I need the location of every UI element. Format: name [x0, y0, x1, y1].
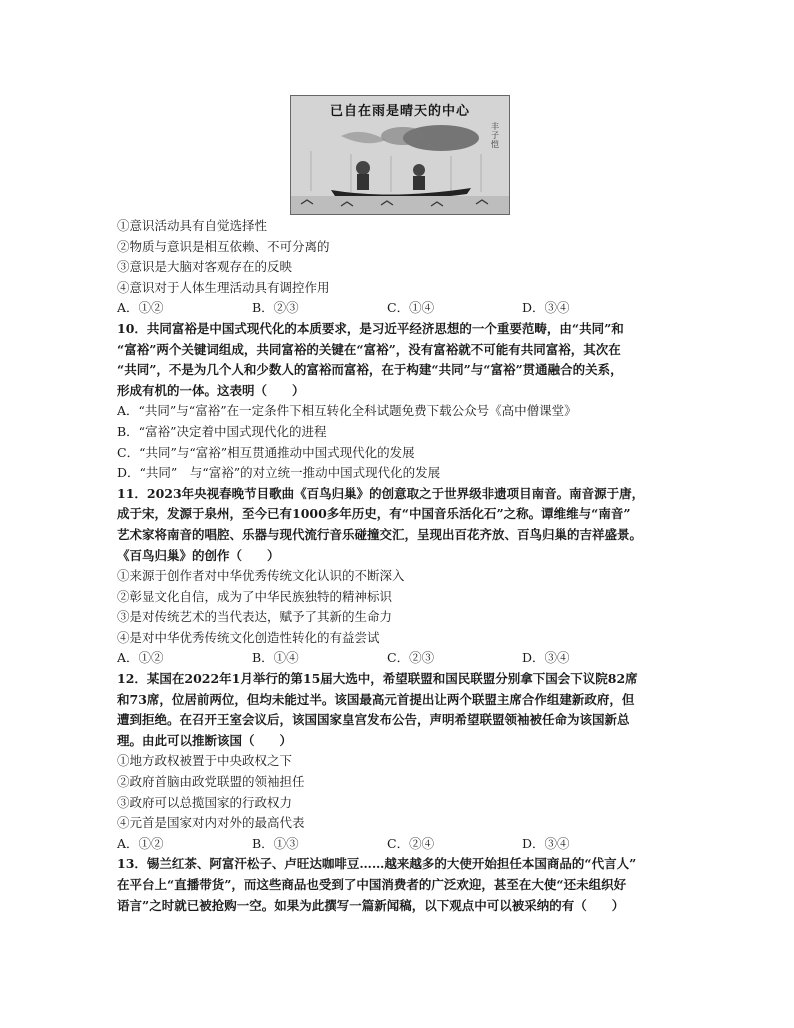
q9-option-c[interactable]: C．①④ — [387, 300, 435, 316]
q11-option-b[interactable]: B．①④ — [252, 650, 299, 666]
q10-choice-c[interactable]: C．“共同”与“富裕”相互贯通推动中国式现代化的发展 — [117, 444, 415, 460]
q10-stem: 形成有机的一体。这表明（ ） — [117, 382, 305, 398]
q12-statement: ④元首是国家对内对外的最高代表 — [117, 815, 305, 831]
q9-statement: ②物质与意识是相互依赖、不可分离的 — [117, 238, 330, 254]
q9-option-b[interactable]: B．②③ — [252, 300, 299, 316]
q11-statement: ②彰显文化自信，成为了中华民族独特的精神标识 — [117, 588, 393, 604]
q11-option-c[interactable]: C．②③ — [387, 650, 435, 666]
painting-inscription: 已自在雨是晴天的中心 — [329, 104, 470, 119]
q12-statement: ②政府首脑由政党联盟的领袖担任 — [117, 774, 305, 790]
q10-choice-b[interactable]: B．“富裕”决定着中国式现代化的进程 — [117, 423, 327, 439]
q10-stem: “共同”，不是为几个人和少数人的富裕而富裕，在于构建“共同”与“富裕”贯通融合的关系， — [117, 362, 623, 378]
q11-stem: 11．2023年央视春晚节目歌曲《百鸟归巢》的创意取之于世界级非遗项目南音。南音源于唐， — [117, 485, 645, 501]
q12-stem: 遭到拒绝。在召开王室会议后，该国国家皇宫发布公告，声明希望联盟领袖被任命为该国新总 — [117, 712, 630, 728]
q13-stem: 在平台上“直播带货”，而这些商品也受到了中国消费者的广泛欢迎，甚至在大使“还未组织好 — [117, 877, 627, 892]
q13-stem: 13．锡兰红茶、阿富汗松子、卢旺达咖啡豆……越来越多的大使开始担任本国商品的“代言人” — [117, 856, 637, 872]
q9-statement: ④意识对于人体生理活动具有调控作用 — [117, 279, 330, 295]
q12-stem: 理。由此可以推断该国（ ） — [117, 732, 293, 748]
q10-stem: 10．共同富裕是中国式现代化的本质要求，是习近平经济思想的一个重要范畴，由“共同”和 — [117, 320, 624, 336]
q12-option-c[interactable]: C．②④ — [387, 835, 435, 851]
q12-option-d[interactable]: D．③④ — [522, 835, 570, 851]
q11-option-d[interactable]: D．③④ — [522, 650, 570, 666]
q9-option-d[interactable]: D．③④ — [522, 300, 570, 316]
q10-choice-a[interactable]: A．“共同”与“富裕”在一定条件下相互转化全科试题免费下载公众号《高中僧课堂》 — [117, 403, 577, 419]
q12-stem: 12．某国在2022年1月举行的第15届大选中，希望联盟和国民联盟分别拿下国会下议院82席 — [117, 671, 638, 687]
painting-signature: 丰子恺 — [491, 122, 499, 149]
q11-statement: ③是对传统艺术的当代表达，赋予了其新的生命力 — [117, 609, 393, 625]
q10-stem: “富裕”两个关键词组成，共同富裕的关键在“富裕”，没有富裕就不可能有共同富裕，其次在 — [117, 341, 621, 357]
ink-painting-image — [290, 95, 510, 215]
q11-stem: 成于宋，发源于泉州，至今已有1000多年历史，有“中国音乐活化石”之称。谭维维与“南音” — [117, 506, 631, 522]
exam-content — [117, 216, 697, 916]
q12-options — [117, 834, 697, 855]
q9-option-a[interactable]: A．①② — [117, 300, 164, 316]
q11-statement: ①来源于创作者对中华优秀传统文化认识的不断深入 — [117, 568, 405, 584]
q12-option-a[interactable]: A．①② — [117, 835, 164, 851]
q9-statement: ③意识是大脑对客观存在的反映 — [117, 259, 293, 275]
q11-option-a[interactable]: A．①② — [117, 650, 164, 666]
q12-stem: 和73席，位居前两位，但均未能过半。该国最高元首提出让两个联盟主席合作组建新政府，但 — [117, 691, 635, 707]
q12-option-b[interactable]: B．①③ — [252, 835, 299, 851]
q12-statement: ③政府可以总揽国家的行政权力 — [117, 794, 293, 810]
q9-options — [117, 298, 697, 319]
q11-stem: 艺术家将南音的唱腔、乐器与现代流行音乐碰撞交汇，呈现出百花齐放、百鸟归巢的吉祥盛景。 — [117, 526, 643, 542]
q11-stem: 《百鸟归巢》的创作（ ） — [117, 547, 280, 563]
q11-statement: ④是对中华优秀传统文化创造性转化的有益尝试 — [117, 629, 380, 645]
q10-choice-d[interactable]: D．“共同” 与“富裕”的对立统一推动中国式现代化的发展 — [117, 465, 441, 481]
q13-stem: 语言”之时就已被抢购一空。如果为此撰写一篇新闻稿，以下观点中可以被采纳的有（ ） — [117, 897, 625, 913]
q11-options — [117, 648, 697, 669]
q9-statement: ①意识活动具有自觉选择性 — [117, 218, 268, 233]
q12-statement: ①地方政权被置于中央政权之下 — [117, 753, 293, 769]
